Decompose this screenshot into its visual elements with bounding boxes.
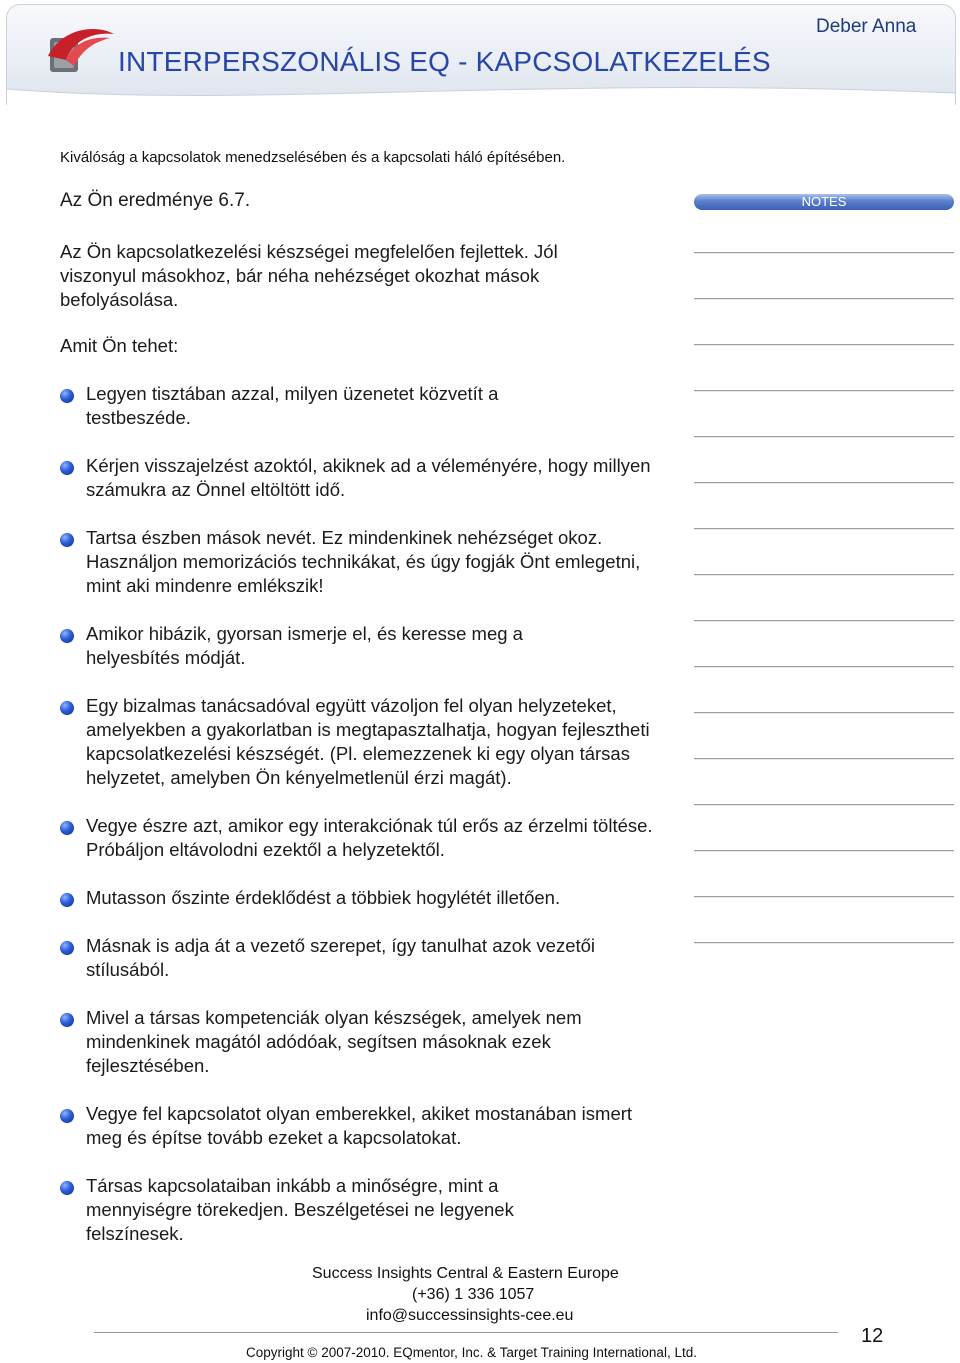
page-title: INTERPERSZONÁLIS EQ - KAPCSOLATKEZELÉS bbox=[118, 46, 771, 77]
list-item bbox=[60, 526, 672, 598]
list-item-text: Vegye fel kapcsolatot olyan emberekkel, akiket mostanában ismert meg és építse tovább ezeket a kapcsolatokat. bbox=[86, 1103, 633, 1148]
notes-line bbox=[694, 758, 954, 759]
list-item-text: Társas kapcsolataiban inkább a minőségre, mint a mennyiségre törekedjen. Beszélgetései ne legyenek felszínesek. bbox=[86, 1175, 514, 1244]
list-item bbox=[60, 934, 666, 982]
list-item-text: Egy bizalmas tanácsadóval együtt vázoljon fel olyan helyzeteket, amelyekben a gyakorlatban is megtapasztalhatja, hogyan fejlesztheti kapcsolatkezelési készségét. (Pl. elemezzenek ki egy olyan társas helyzetet, amelyben Ön kényelmetlenül érzi magát). bbox=[86, 695, 650, 788]
list-item-text: Amikor hibázik, gyorsan ismerje el, és keresse meg a helyesbítés módját. bbox=[86, 623, 523, 668]
score-text: Az Ön eredménye 6.7. bbox=[60, 190, 251, 211]
notes-line bbox=[694, 666, 954, 667]
notes-line bbox=[694, 804, 954, 805]
notes-line bbox=[694, 620, 954, 621]
action-list bbox=[60, 382, 670, 1246]
bullet-icon bbox=[60, 821, 74, 835]
notes-line bbox=[694, 712, 954, 713]
author-name: Deber Anna bbox=[816, 16, 917, 37]
footer-phone: (+36) 1 336 1057 bbox=[412, 1286, 535, 1303]
bullet-icon bbox=[60, 893, 74, 907]
list-item bbox=[60, 382, 586, 430]
list-item-text: Mivel a társas kompetenciák olyan készségek, amelyek nem mindenkinek magától adódóak, segítsen másoknak ezek fejlesztésében. bbox=[86, 1007, 582, 1076]
page-number: 12 bbox=[861, 1325, 884, 1347]
notes-line bbox=[694, 528, 954, 529]
bullet-icon bbox=[60, 629, 74, 643]
notes-line bbox=[694, 344, 954, 345]
footer-company: Success Insights Central & Eastern Europe bbox=[312, 1265, 619, 1282]
list-item bbox=[60, 694, 686, 790]
list-item-text: Legyen tisztában azzal, milyen üzenetet közvetít a testbeszéde. bbox=[86, 383, 499, 428]
list-item bbox=[60, 1174, 586, 1246]
company-logo-icon bbox=[44, 22, 116, 82]
list-item-text: Tartsa észben mások nevét. Ez mindenkinek nehézséget okoz. Használjon memorizációs technikákat, és úgy fogják Önt emlegetni, mint aki mindenre emlékszik! bbox=[86, 527, 641, 596]
list-item-text: Másnak is adja át a vezető szerepet, így tanulhat azok vezetői stílusából. bbox=[86, 935, 596, 980]
list-item bbox=[60, 814, 686, 862]
summary-paragraph: Az Ön kapcsolatkezelési készségei megfelelően fejlettek. Jól viszonyul másokhoz, bár néha nehézséget okozhat mások befolyásolása. bbox=[60, 241, 558, 310]
notes-line bbox=[694, 482, 954, 483]
footer-divider bbox=[94, 1332, 838, 1333]
list-item bbox=[60, 1102, 666, 1150]
list-item-text: Kérjen visszajelzést azoktól, akiknek ad a véleményére, hogy millyen számukra az Önnel eltöltött idő. bbox=[86, 455, 651, 500]
bullet-icon bbox=[60, 533, 74, 547]
bullet-icon bbox=[60, 1181, 74, 1195]
notes-line bbox=[694, 390, 954, 391]
list-item bbox=[60, 454, 686, 502]
notes-line bbox=[694, 252, 954, 253]
bullet-icon bbox=[60, 1109, 74, 1123]
list-item bbox=[60, 1006, 666, 1078]
list-item bbox=[60, 622, 606, 670]
notes-line bbox=[694, 436, 954, 437]
action-heading: Amit Ön tehet: bbox=[60, 335, 179, 356]
copyright-text: Copyright © 2007-2010. EQmentor, Inc. & Target Training International, Ltd. bbox=[246, 1345, 697, 1360]
notes-line bbox=[694, 896, 954, 897]
notes-line bbox=[694, 574, 954, 575]
list-item-text: Mutasson őszinte érdeklődést a többiek hogylétét illetően. bbox=[86, 887, 561, 908]
list-item bbox=[60, 886, 686, 910]
list-item-text: Vegye észre azt, amikor egy interakciónak túl erős az érzelmi töltése. Próbáljon eltávolodni ezektől a helyzetektől. bbox=[86, 815, 653, 860]
footer-email: info@successinsights-cee.eu bbox=[366, 1307, 574, 1324]
notes-line bbox=[694, 850, 954, 851]
bullet-icon bbox=[60, 941, 74, 955]
bullet-icon bbox=[60, 701, 74, 715]
notes-line bbox=[694, 942, 954, 943]
bullet-icon bbox=[60, 1013, 74, 1027]
notes-label: NOTES bbox=[694, 194, 954, 210]
header-swoosh bbox=[7, 79, 955, 105]
bullet-icon bbox=[60, 461, 74, 475]
notes-line bbox=[694, 298, 954, 299]
bullet-icon bbox=[60, 389, 74, 403]
intro-text: Kiválóság a kapcsolatok menedzselésében és a kapcsolati háló építésében. bbox=[60, 149, 566, 166]
